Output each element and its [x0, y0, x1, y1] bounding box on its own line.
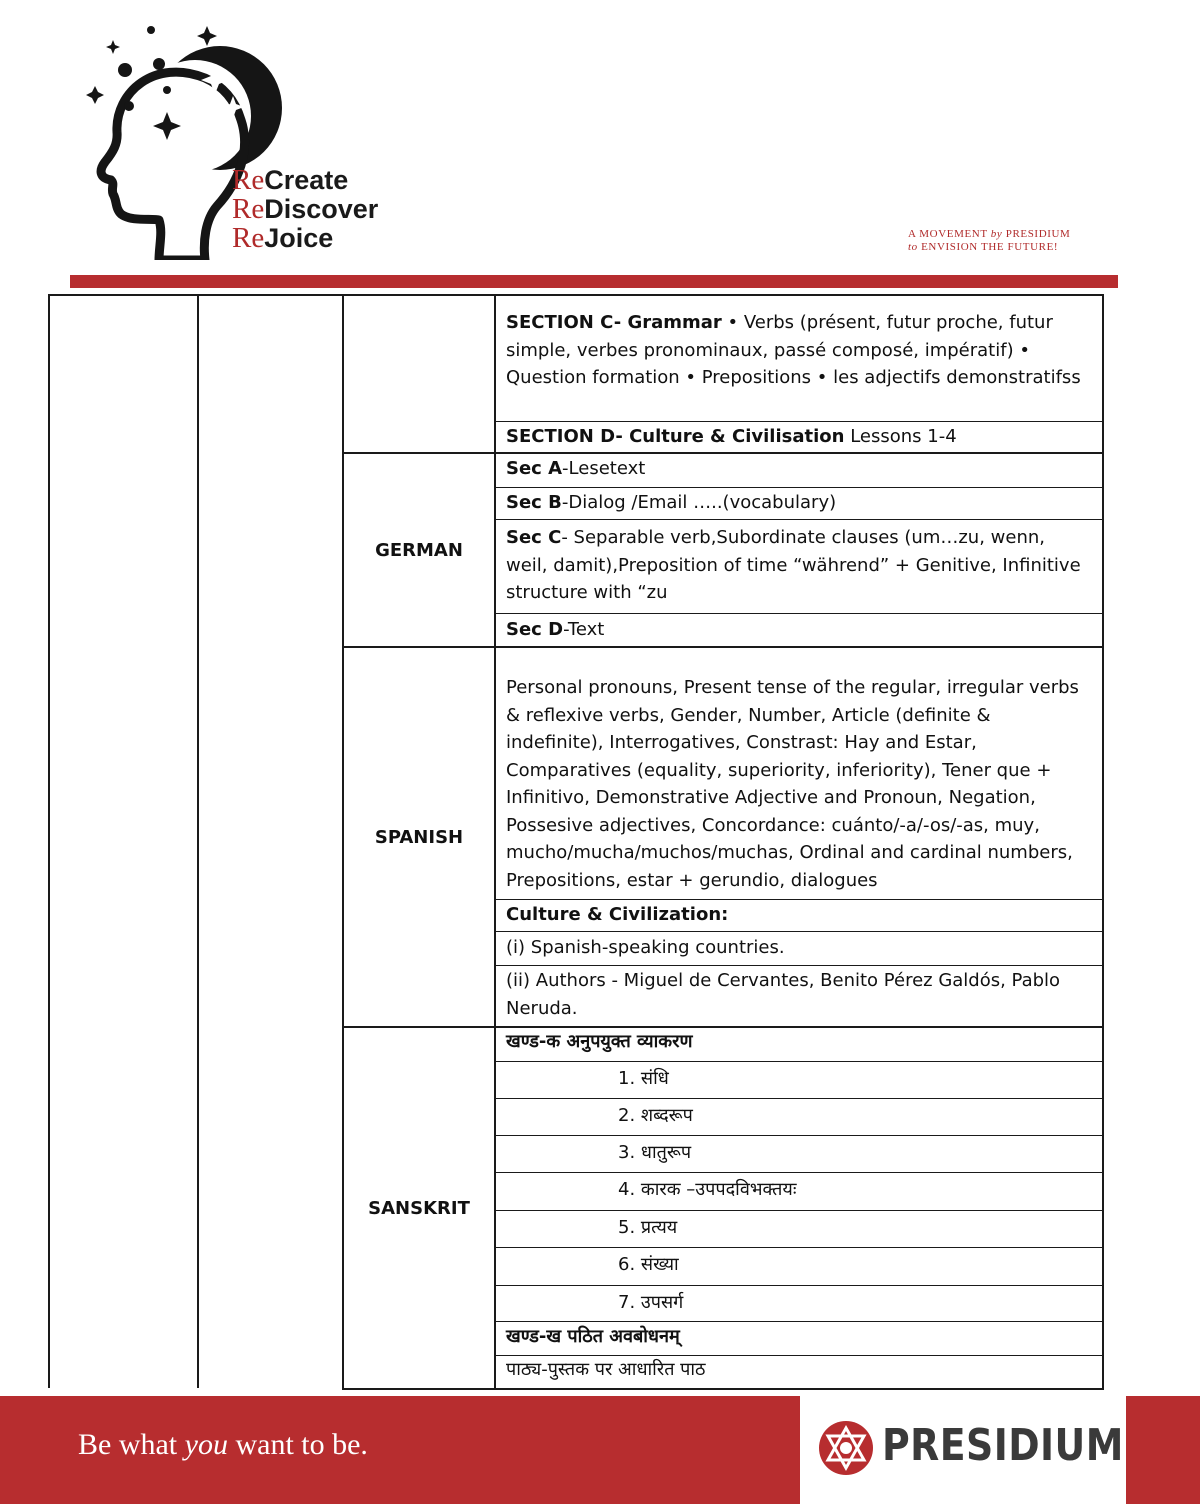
spanish-topics-row: Personal pronouns, Present tense of the regular, irregular verbs & reflexive verbs, Gender, Number, Article (definite & indefinite), Interrogatives, Constrast: Hay and Estar, Comparatives (equality, superiority, inferiority), Tener que + Infinitivo, Demonstrative Adjective and Pronoun, Negation, Possesive adjectives, Concordance: cuánto/-a/-os/-as, muy, mucho/mucha/muchos/muchas, Ordinal and cardinal numbers, Prepositions, estar + gerundio, dialogues [496, 648, 1102, 900]
spanish-culture-item-1-row: (i) Spanish-speaking countries. [496, 932, 1102, 966]
header-divider-bar [70, 275, 1118, 288]
sanskrit-item-row: 2. शब्दरूप [496, 1099, 1102, 1136]
spanish-culture-heading-row: Culture & Civilization: [496, 900, 1102, 932]
sanskrit-item-row: 5. प्रत्यय [496, 1211, 1102, 1248]
sanskrit-section-a-row: खण्ड-क अनुपयुक्त व्याकरण [496, 1028, 1102, 1062]
sanskrit-item-row: 7. उपसर्ग [496, 1286, 1102, 1322]
spanish-block [342, 646, 1104, 1028]
german-sec-c-row: Sec C- Separable verb,Subordinate clauses (um…zu, wenn, weil, damit),Preposition of time “während” + Genitive, Infinitive structure with “zu [496, 520, 1102, 614]
logo-tagline: ReCreate ReDiscover ReJoice [232, 164, 379, 254]
french-subject-cell [344, 296, 496, 452]
sanskrit-subject-label: SANSKRIT [344, 1028, 496, 1388]
sanskrit-section-b-text-row: पाठ्य-पुस्तक पर आधारित पाठ [506, 1359, 706, 1380]
movement-caption: A MOVEMENT by PRESIDIUM to ENVISION THE FUTURE! [908, 228, 1071, 253]
presidium-wordmark: PRESIDIUM [882, 1420, 1124, 1471]
table-col2-border [197, 294, 199, 1388]
table-left-border [48, 294, 50, 1388]
german-sec-a-row: Sec A-Lesetext [496, 454, 1102, 488]
table-top-left-border [48, 294, 342, 296]
sanskrit-item-row: 3. धातुरूप [496, 1136, 1102, 1173]
french-section-c-row: SECTION C- Grammar • Verbs (présent, futur proche, futur simple, verbes pronominaux, passé composé, impératif) • Question formation • Prepositions • les adjectifs demonstratifss [496, 296, 1102, 422]
french-section-d-row: SECTION D- Culture & Civilisation Lessons 1-4 [506, 426, 957, 447]
sanskrit-item-row: 6. संख्या [496, 1248, 1102, 1286]
sanskrit-item-row: 1. संधि [496, 1062, 1102, 1099]
spanish-subject-label: SPANISH [344, 648, 496, 1026]
french-block [342, 294, 1104, 454]
german-subject-label: GERMAN [344, 454, 496, 646]
presidium-star-icon [818, 1420, 874, 1476]
german-sec-b-row: Sec B-Dialog /Email …..(vocabulary) [496, 488, 1102, 520]
german-sec-d-row: Sec D-Text [506, 619, 605, 640]
sanskrit-section-b-row: खण्ड-ख पठित अवबोधनम् [496, 1322, 1102, 1356]
footer-slogan: Be what you want to be. [78, 1428, 368, 1461]
spanish-culture-item-2-row: (ii) Authors - Miguel de Cervantes, Benito Pérez Galdós, Pablo Neruda. [506, 970, 1061, 1019]
sanskrit-block [342, 1026, 1104, 1390]
sanskrit-item-row: 4. कारक –उपपदविभक्तयः [496, 1173, 1102, 1211]
german-block [342, 452, 1104, 648]
